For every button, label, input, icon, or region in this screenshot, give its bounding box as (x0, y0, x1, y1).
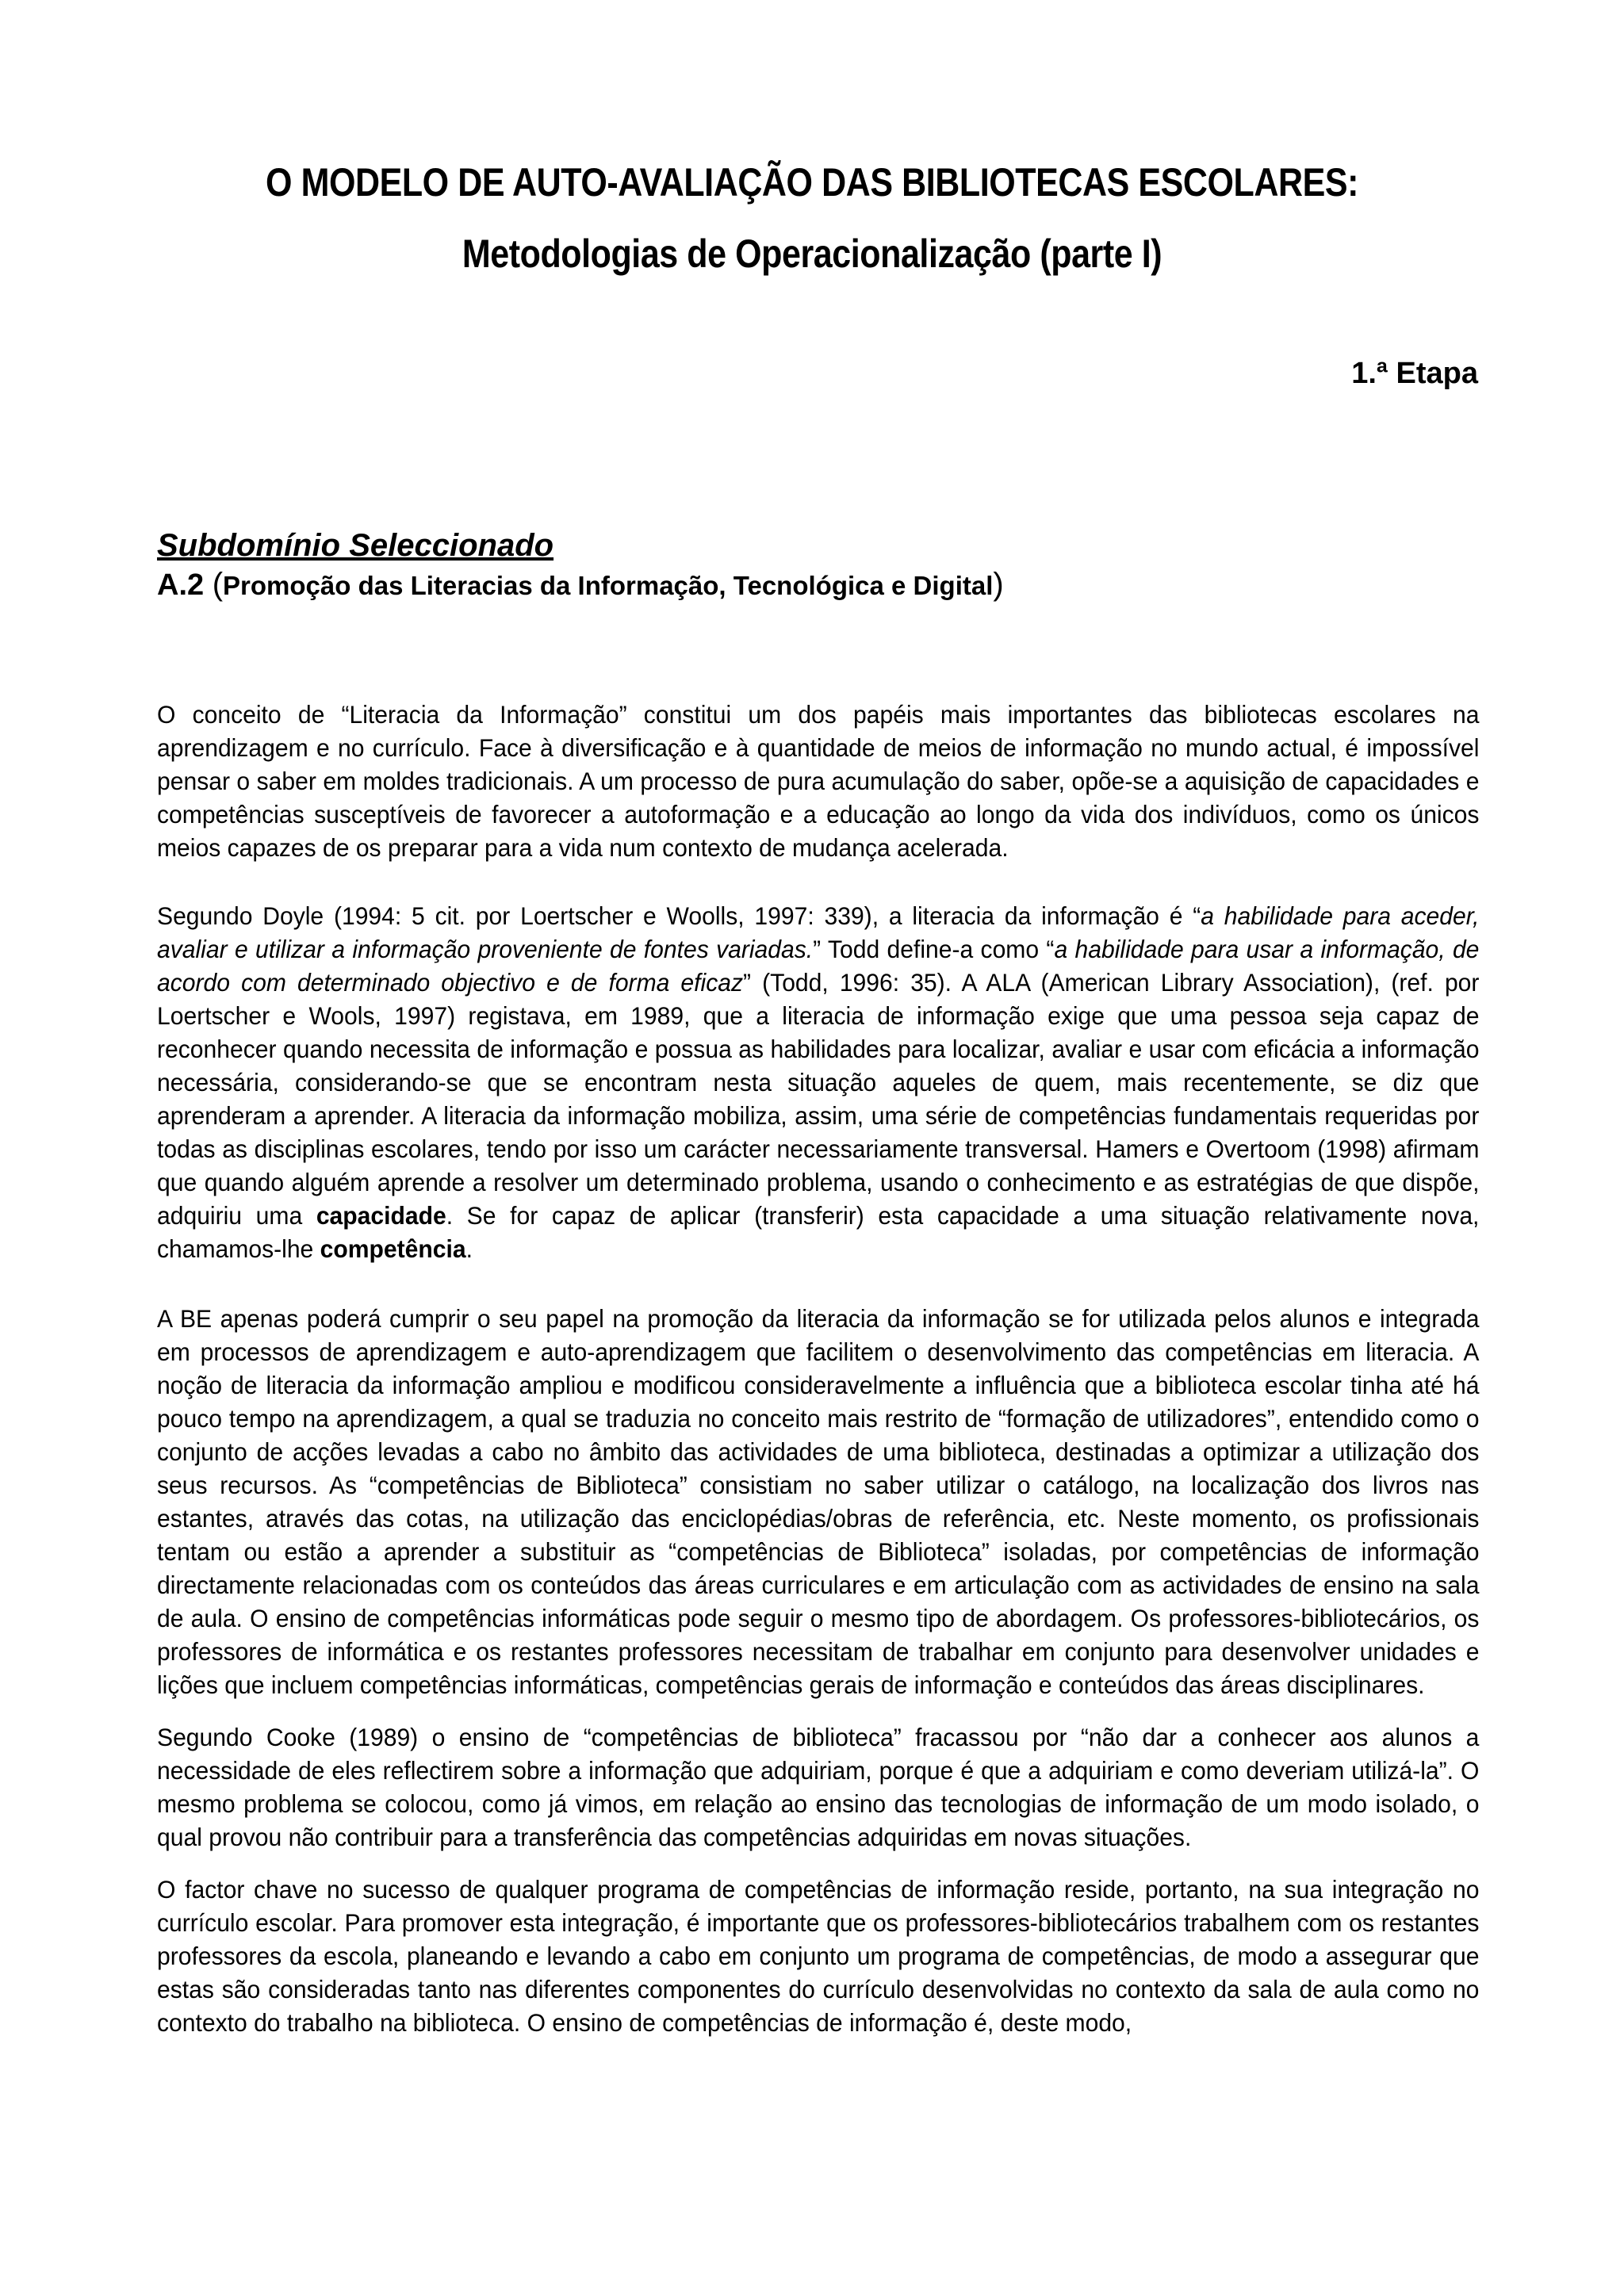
document-title: O MODELO DE AUTO-AVALIAÇÃO DAS BIBLIOTECAS ESCOLARES: (266, 160, 1358, 205)
paragraph-2-text-4: . Se for capaz de aplicar (transferir) esta capacidade a uma situação relativamente nova, chamamos-lhe (157, 1201, 1480, 1263)
subdomain-heading: Subdomínio Seleccionado (157, 528, 554, 563)
document-subtitle: Metodologias de Operacionalização (parte I) (462, 232, 1162, 276)
paragraph-2-text-3: ” (Todd, 1996: 35). A ALA (American Library Association), (ref. por Loertscher e Wools, 1997) registava, em 1989, que a literacia de informação exige que uma pessoa seja capaz de reconhecer quando necessita de informação e possua as habilidades para localizar, avaliar e usar com eficácia a informação necessária, considerando-se que se encontram nesta situação aqueles de quem, mais recentemente, se diz que aprenderam a aprender. A literacia da informação mobiliza, assim, uma série de competências fundamentais requeridas por todas as disciplinas escolares, tendo por isso um carácter necessariamente transversal. Hamers e Overtoom (1998) afirmam que quando alguém aprende a resolver um determinado problema, usando o conhecimento e as estratégias de que dispõe, adquiriu uma (157, 968, 1480, 1230)
paragraph-2-quote-2: a habilidade para usar a informação, de acordo com determinado objectivo e de forma eficaz (157, 935, 1480, 997)
subdomain-open-paren: ( (212, 567, 224, 602)
paragraph-2-quote-1: a habilidade para aceder, avaliar e utilizar a informação proveniente de fontes variadas. (157, 901, 1480, 963)
paragraph-4: Segundo Cooke (1989) o ensino de “competências de biblioteca” fracassou por “não dar a conhecer aos alunos a necessidade de eles reflectirem sobre a informação que adquiriam, porque é que a adquiriam e como deveriam utilizá-la”. O mesmo problema se colocou, como já vimos, em relação ao ensino das tecnologias de informação de um modo isolado, o qual provou não contribuir para a transferência das competências adquiridas em novas situações. (157, 1723, 1480, 1851)
paragraph-5: O factor chave no sucesso de qualquer programa de competências de informação reside, portanto, na sua integração no currículo escolar. Para promover esta integração, é importante que os professores-bibliotecários trabalhem com os restantes professores da escola, planeando e levando a cabo em conjunto um programa de competências, de modo a assegurar que estas são consideradas tanto nas diferentes componentes do currículo desenvolvidas no contexto da sala de aula como no contexto do trabalho na biblioteca. O ensino de competências de informação é, deste modo, (157, 1875, 1480, 2037)
subdomain-code: A.2 (157, 568, 205, 602)
subdomain-close-paren: ) (993, 567, 1004, 602)
paragraph-2-text-1: Segundo Doyle (1994: 5 cit. por Loertscher e Woolls, 1997: 339), a literacia da informação é “ (157, 901, 1201, 930)
paragraph-2-bold-2: competência (320, 1234, 466, 1263)
paragraph-2 (157, 899, 1479, 1265)
document-body (157, 698, 1480, 2039)
paragraph-3: A BE apenas poderá cumprir o seu papel na promoção da literacia da informação se for utilizada pelos alunos e integrada em processos de aprendizagem e auto-aprendizagem que facilitem o desenvolvimento das competências em literacia. A noção de literacia da informação ampliou e modificou consideravelmente a influência que a biblioteca escolar tinha até há pouco tempo na aprendizagem, a qual se traduzia no conceito mais restrito de “formação de utilizadores”, entendido como o conjunto de acções levadas a cabo no âmbito das actividades de uma biblioteca, destinadas a optimizar a utilização dos seus recursos. As “competências de Biblioteca” consistiam no saber utilizar o catálogo, na localização dos livros nas estantes, através das cotas, na utilização das enciclopédias/obras de referência, etc. Neste momento, os profissionais tentam ou estão a aprender a substituir as “competências de Biblioteca” isoladas, por competências de informação directamente relacionadas com os conteúdos das áreas curriculares e em articulação com as actividades de ensino na sala de aula. O ensino de competências informáticas pode seguir o mesmo tipo de abordagem. Os professores-bibliotecários, os professores de informática e os restantes professores necessitam de trabalhar em conjunto para desenvolver unidades e lições que incluem competências informáticas, competências gerais de informação e conteúdos das áreas disciplinares. (157, 1304, 1480, 1699)
stage-label: 1.ª Etapa (1351, 357, 1478, 390)
paragraph-1: O conceito de “Literacia da Informação” constitui um dos papéis mais importantes das bibliotecas escolares na aprendizagem e no currículo. Face à diversificação e à quantidade de meios de informação no mundo actual, é impossível pensar o saber em moldes tradicionais. A um processo de pura acumulação do saber, opõe-se a aquisição de capacidades e competências susceptíveis de favorecer a autoformação e a educação ao longo da vida dos indivíduos, como os únicos meios capazes de os preparar para a vida num contexto de mudança acelerada. (157, 700, 1480, 862)
subdomain-name: Promoção das Literacias da Informação, Tecnológica e Digital (223, 571, 994, 600)
subdomain-line (157, 564, 1004, 606)
paragraph-2-bold-1: capacidade (316, 1201, 446, 1230)
paragraph-2-text-2: ” Todd define-a como “ (813, 935, 1055, 963)
paragraph-2-text-5: . (465, 1234, 473, 1263)
